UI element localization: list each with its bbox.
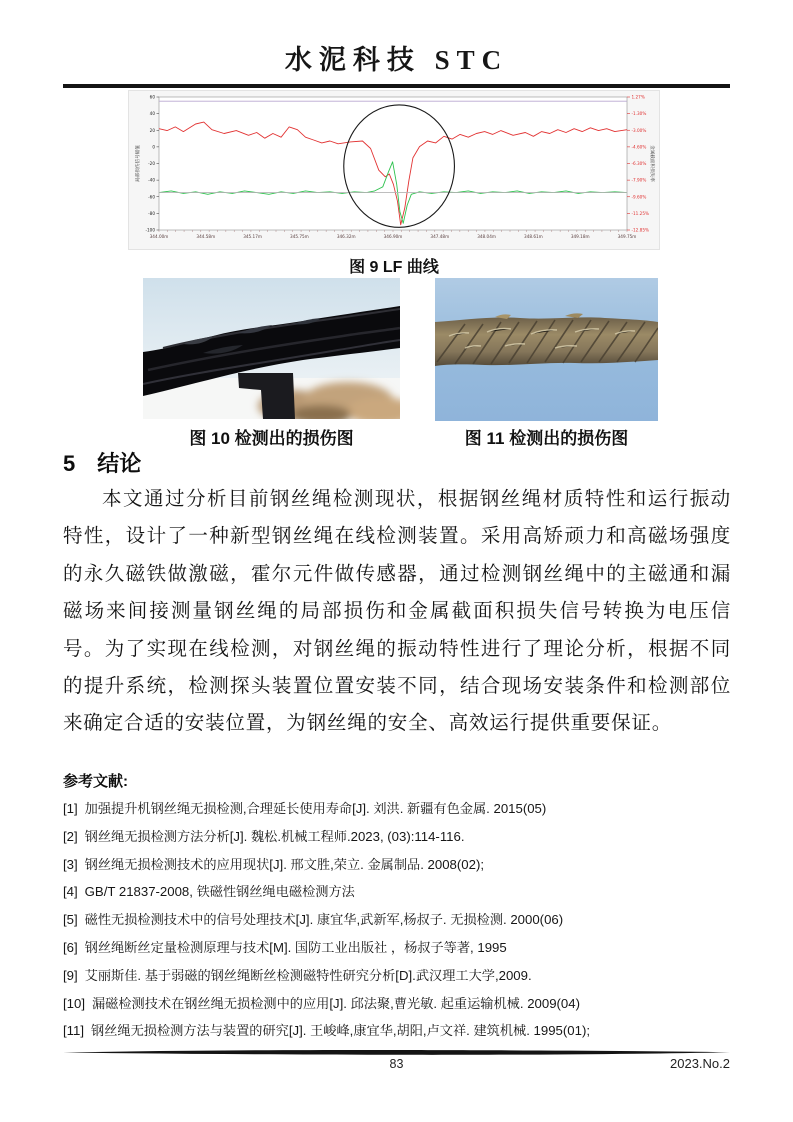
svg-text:60: 60: [149, 94, 155, 100]
conclusion-paragraph: 本文通过分析目前钢丝绳检测现状，根据钢丝绳材质特性和运行振动特性，设计了一种新型钢丝绳在线检测装置。采用高矫顽力和高磁场强度的永久磁铁做激磁，霍尔元件做传感器，通过检测钢丝绳中的主磁通和漏磁场来间接测量钢丝绳的局部损伤和金属截面积损失信号转换为电压信号。为了实现在线检测，对钢丝绳的振动特性进行了理论分析，根据不同的提升系统，检测探头装置位置安装不同，结合现场安装条件和检测部位来确定合适的安装位置，为钢丝绳的安全、高效运行提供重要保证。: [63, 489, 731, 735]
rope-photo-illustration: [435, 278, 658, 421]
page-number: 83: [389, 1057, 404, 1071]
reference-text: 艾丽斯佳. 基于弱磁的钢丝绳断丝检测磁特性研究分析[D].武汉理工大学,2009.: [84, 967, 532, 983]
svg-text:344.00m: 344.00m: [149, 234, 169, 239]
brown-wire-rope: [435, 313, 658, 366]
page-title: 水泥科技 STC: [284, 45, 509, 75]
svg-text:-4.60%: -4.60%: [631, 144, 647, 150]
svg-text:349.18m: 349.18m: [570, 234, 590, 239]
section-heading-conclusion: [63, 447, 141, 478]
reference-label: [4]: [63, 884, 78, 900]
issue-label: 2023.No.2: [670, 1056, 730, 1071]
reference-item: [63, 851, 733, 879]
figure11-photo-damaged-rope: [435, 278, 658, 421]
figure9-caption: 图 9 LF 曲线: [349, 259, 439, 276]
reference-label: [3]: [63, 856, 78, 872]
lf-curve-chart: [128, 90, 660, 250]
svg-text:-80: -80: [148, 210, 155, 216]
reference-item: [63, 962, 733, 990]
svg-text:-1.30%: -1.30%: [631, 111, 647, 117]
svg-text:-3.00%: -3.00%: [631, 127, 647, 133]
reference-item: [63, 878, 733, 906]
footer-divider: [63, 1049, 730, 1056]
svg-text:-11.25%: -11.25%: [631, 210, 649, 216]
svg-text:-20: -20: [148, 161, 155, 166]
svg-text:1.27%: 1.27%: [631, 94, 645, 100]
svg-text:349.75m: 349.75m: [617, 234, 637, 239]
reference-item: [63, 1017, 733, 1045]
reference-label: [6]: [63, 939, 78, 955]
reference-label: [1]: [63, 801, 78, 816]
svg-text:344.58m: 344.58m: [196, 234, 216, 239]
svg-text:348.61m: 348.61m: [524, 234, 543, 239]
svg-text:345.17m: 345.17m: [243, 234, 262, 239]
svg-text:-6.30%: -6.30%: [631, 161, 647, 166]
svg-text:346.90m: 346.90m: [383, 234, 403, 239]
reference-text: 钢丝绳无损检测方法分析[J]. 魏松.机械工程师.2023, (03):114-116.: [84, 828, 465, 844]
reference-item: [63, 823, 733, 851]
reference-text: 钢丝绳断丝定量检测原理与技术[M]. 国防工业出版社 ，杨叔子等著, 1995: [84, 939, 507, 955]
rope-photo-illustration: [143, 278, 400, 419]
figure10-caption: 图 10 检测出的损伤图: [189, 429, 354, 448]
reference-label: [10]: [63, 995, 85, 1011]
svg-text:-12.85%: -12.85%: [631, 227, 649, 233]
reference-item: [63, 795, 733, 823]
section-number: 5: [63, 451, 76, 476]
svg-text:40: 40: [149, 111, 155, 117]
reference-item: [63, 990, 733, 1018]
reference-text: GB/T 21837-2008, 铁磁性钢丝绳电磁检测方法: [84, 884, 355, 900]
svg-text:-9.60%: -9.60%: [631, 194, 647, 200]
svg-text:0: 0: [152, 144, 155, 150]
section-title: 结论: [97, 451, 142, 476]
reference-label: [9]: [63, 967, 78, 983]
reference-text: 加强提升机钢丝绳无损检测,合理延长使用寿命[J]. 刘洪. 新疆有色金属. 2015(05): [84, 801, 547, 816]
reference-label: [5]: [63, 912, 78, 928]
references-list: [63, 795, 733, 1045]
svg-text:345.75m: 345.75m: [290, 234, 309, 239]
reference-text: 漏磁检测技术在钢丝绳无损检测中的应用[J]. 邱法聚,曹光敏. 起重运输机械. 2009(04): [92, 995, 580, 1011]
svg-text:局部损伤信号幅值: 局部损伤信号幅值: [135, 145, 140, 182]
svg-text:-40: -40: [148, 177, 155, 183]
header-divider: [63, 84, 730, 88]
figure11-caption: 图 11 检测出的损伤图: [464, 429, 629, 448]
reference-item: [63, 934, 733, 962]
reference-text: 磁性无损检测技术中的信号处理技术[J]. 康宜华,武新军,杨叔子. 无损检测. 2000(06): [84, 912, 564, 928]
svg-text:347.48m: 347.48m: [430, 234, 450, 239]
reference-item: [63, 906, 733, 934]
svg-text:-60: -60: [148, 194, 155, 200]
reference-text: 钢丝绳无损检测技术的应用现状[J]. 邢文胜,荣立. 金属制品. 2008(02);: [84, 856, 485, 872]
references-heading: 参考文献:: [63, 773, 128, 790]
reference-label: [2]: [63, 828, 78, 844]
svg-text:-7.90%: -7.90%: [631, 177, 647, 183]
svg-text:金属截面积损失率: 金属截面积损失率: [650, 145, 655, 182]
svg-text:20: 20: [149, 127, 155, 133]
reference-label: [11]: [63, 1023, 85, 1039]
reference-text: 钢丝绳无损检测方法与装置的研究[J]. 王峻峰,康宜华,胡阳,卢文祥. 建筑机械. 1995(01);: [91, 1023, 591, 1039]
svg-text:348.04m: 348.04m: [477, 234, 496, 239]
lf-curve-chart-svg: [129, 91, 659, 249]
svg-text:-100: -100: [145, 227, 155, 233]
figure10-photo-damaged-rope: [143, 278, 400, 419]
svg-text:346.32m: 346.32m: [336, 234, 356, 239]
